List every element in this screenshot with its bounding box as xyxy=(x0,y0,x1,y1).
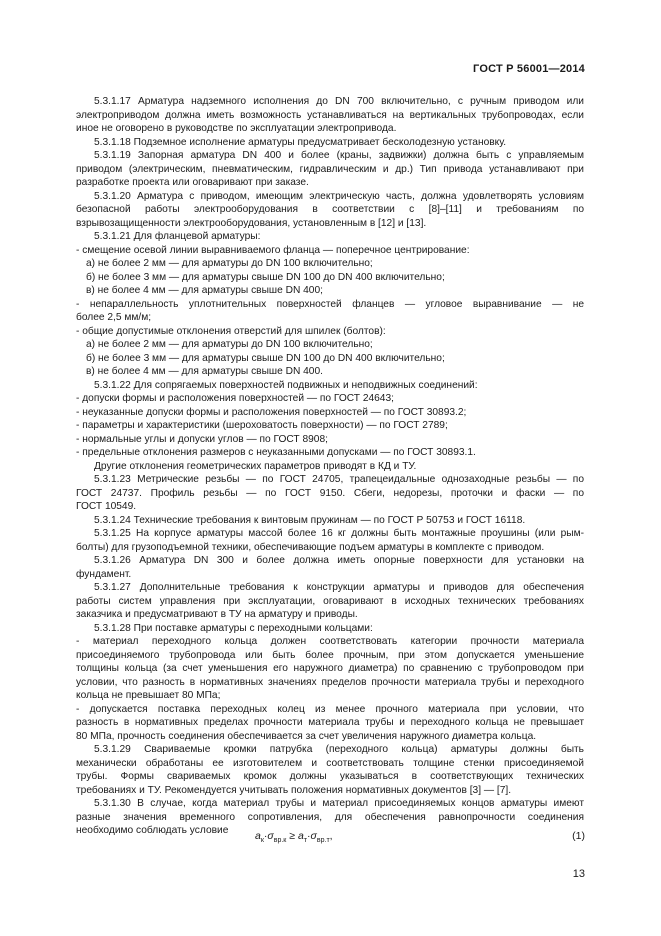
text-line: а) не более 2 мм — для арматуры до DN 100 включительно; xyxy=(86,339,373,350)
text-line: требованиях и ТУ. Рекомендуется учитывать положения нормативных документов [3] — [7]. xyxy=(76,784,512,796)
text-line: - общие допустимые отклонения отверстий для шпилек (болтов): xyxy=(76,325,386,337)
text-line: условии, что разность в нормативных значениях пределов прочности материала трубы и переходного xyxy=(76,676,584,688)
text-line: - параметры и характеристики (шероховатость поверхности) — по ГОСТ 2789; xyxy=(76,420,448,431)
text-line: разные значения временного сопротивления, для обеспечения равнопрочности соединения xyxy=(76,811,584,823)
document-body xyxy=(76,95,584,838)
text-line: - непараллельность уплотнительных поверхностей фланцев — угловое выравнивание — не xyxy=(76,298,584,310)
text-line: 5.3.1.28 При поставке арматуры с переходными кольцами: xyxy=(94,622,373,634)
text-line: в) не более 4 мм — для арматуры свыше DN 400. xyxy=(86,366,323,377)
equation-operator: ≥ xyxy=(286,830,298,842)
text-line: б) не более 3 мм — для арматуры свыше DN 100 до DN 400 включительно; xyxy=(86,271,445,283)
text-line: - предельные отклонения размеров с неуказанными допусками — по ГОСТ 30893.1. xyxy=(76,447,476,458)
text-line: 5.3.1.19 Запорная арматура DN 400 и более (краны, задвижки) должна быть с управляемым xyxy=(94,150,584,161)
text-line: иное не оговорено в руководстве по эксплуатации электропривода. xyxy=(76,123,397,134)
equation-symbol: a xyxy=(255,830,261,842)
text-line: 5.3.1.20 Арматура с приводом, имеющим электрическую часть, должна удовлетворять условиям xyxy=(94,190,584,202)
text-line: заказчика и предусматривают в ТУ на арматуру и приводы. xyxy=(76,609,358,620)
page-number: 13 xyxy=(572,868,585,880)
text-line: безопасной работы электрооборудования в соответствии с [8]–[11] и требованиям по xyxy=(76,204,584,215)
text-line: трубы. Формы свариваемых кромок должны указываться в соответствующих технических xyxy=(76,771,584,782)
text-line: в) не более 4 мм — для арматуры свыше DN 400; xyxy=(86,285,323,296)
text-line: - материал переходного кольца должен соответствовать категории прочности материала xyxy=(76,636,584,647)
text-line: 80 МПа, прочность соединения обеспечивается за счет увеличения наружного диаметра кольца. xyxy=(76,730,537,742)
equation-symbol: σ xyxy=(267,830,274,842)
equation-operator: · xyxy=(263,830,268,842)
equation-symbol: σ xyxy=(310,830,317,842)
text-line: - нормальные углы и допуски углов — по ГОСТ 8908; xyxy=(76,433,328,445)
text-line: 5.3.1.30 В случае, когда материал трубы и материал присоединяемых концов арматуры имеют xyxy=(94,798,584,809)
text-line: 5.3.1.23 Метрические резьбы — по ГОСТ 24705, трапецеидальные однозаходные резьбы — по xyxy=(94,474,584,485)
text-line: ГОСТ 10549. xyxy=(76,501,137,512)
text-line: 5.3.1.24 Технические требования к винтовым пружинам — по ГОСТ Р 50753 и ГОСТ 16118. xyxy=(94,514,526,526)
text-line: б) не более 3 мм — для арматуры свыше DN 100 до DN 400 включительно; xyxy=(86,352,445,364)
text-line: кольца не превышает 80 МПа; xyxy=(76,690,221,701)
text-line: - смещение осевой линии выравниваемого фланца — поперечное центрирование: xyxy=(76,244,470,256)
text-line: приводом (электрическим, пневматическим, гидравлическим и др.) Тип привода устанавливают при xyxy=(76,163,584,175)
text-line: механически обработаны ее изготовителем и соответствовать толщине стенки присоединяемой xyxy=(76,757,584,769)
text-line: Другие отклонения геометрических параметров приводят в КД и ТУ. xyxy=(94,460,417,472)
text-line: 5.3.1.29 Свариваемые кромки патрубка (переходного кольца) арматуры должны быть xyxy=(94,744,584,755)
text-line: - допускается поставка переходных колец из менее прочного материала при условии, что xyxy=(76,703,584,715)
equation-operator: · xyxy=(307,830,311,842)
text-line: присоединяемого трубопровода или быть более прочным, при этом допускается уменьшение xyxy=(76,649,584,661)
equation-subscript: т xyxy=(303,837,308,845)
text-line: разность в нормативных пределах прочности материала трубы и переходного кольца не превышает xyxy=(76,717,584,728)
document-header: ГОСТ Р 56001—2014 xyxy=(473,63,585,75)
text-line: фундамент. xyxy=(76,568,132,580)
text-line: 5.3.1.26 Арматура DN 300 и более должна иметь опорные поверхности для установки на xyxy=(94,555,584,566)
text-line: разработке проекта или оговаривают при заказе. xyxy=(76,177,309,188)
text-line: взрывозащищенности электрооборудования, установленным в [12] и [13]. xyxy=(76,217,427,229)
text-line: 5.3.1.22 Для сопрягаемых поверхностей подвижных и неподвижных соединений: xyxy=(94,379,478,391)
equation-subscript: к xyxy=(260,837,264,845)
text-line: 5.3.1.25 На корпусе арматуры массой более 16 кг должны быть монтажные проушины (или рым- xyxy=(94,528,584,539)
text-line: болты) для грузоподъемной техники, обеспечивающие подъем арматуры в комплекте с приводом. xyxy=(76,541,545,553)
text-line: 5.3.1.18 Подземное исполнение арматуры предусматривает бесколодезную установку. xyxy=(94,136,507,148)
text-line: толщины кольца (за счет уменьшения его наружного диаметра) по сравнению с трубопроводом при xyxy=(76,663,584,674)
equation-subscript: вр.т xyxy=(316,837,330,845)
text-line: более 2,5 мм/м; xyxy=(76,312,152,323)
text-line: 5.3.1.17 Арматура надземного исполнения до DN 700 включительно, с ручным приводом или xyxy=(94,96,584,107)
text-line: а) не более 2 мм — для арматуры до DN 100 включительно; xyxy=(86,258,373,269)
text-line: работы систем управления при эксплуатации, оговаривают в исходных технических требованиях xyxy=(76,595,584,607)
text-line: - допуски формы и расположения поверхностей — по ГОСТ 24643; xyxy=(76,393,394,404)
equation-number: (1) xyxy=(572,830,585,842)
equation xyxy=(255,830,333,848)
equation-operator: , xyxy=(329,830,333,842)
text-line: ГОСТ 24737. Профиль резьбы — по ГОСТ 9150. Сбеги, недорезы, проточки и фаски — по xyxy=(76,487,584,499)
text-line: - неуказанные допуски формы и расположения поверхностей — по ГОСТ 30893.2; xyxy=(76,406,467,418)
text-line: необходимо соблюдать условие xyxy=(76,825,229,836)
equation-subscript: вр.к xyxy=(273,837,287,845)
text-line: электроприводом должна иметь возможность устанавливаться на вертикальных трубопроводах, если xyxy=(76,109,584,121)
text-line: 5.3.1.27 Дополнительные требования к конструкции арматуры и приводов для обеспечения xyxy=(94,582,584,593)
equation-symbol: a xyxy=(297,830,304,842)
text-line: 5.3.1.21 Для фланцевой арматуры: xyxy=(94,231,261,242)
